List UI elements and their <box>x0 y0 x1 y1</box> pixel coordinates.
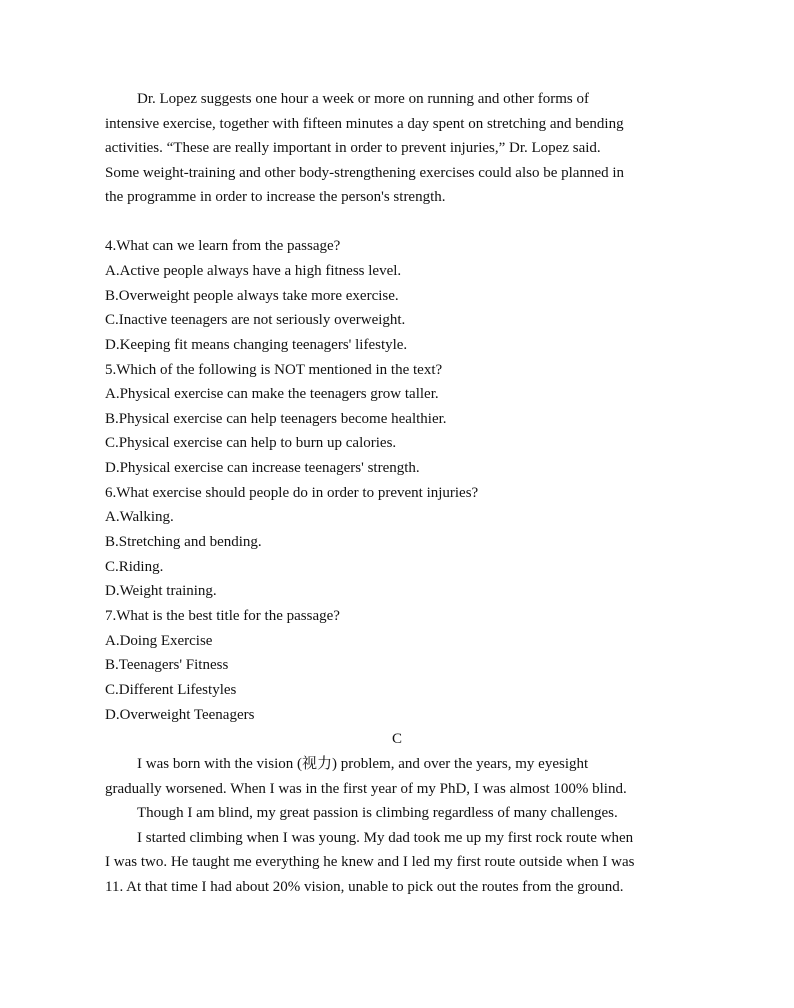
question-5-option-b: B.Physical exercise can help teenagers become healthier. <box>105 411 447 427</box>
question-5-option-d: D.Physical exercise can increase teenagers' strength. <box>105 460 420 476</box>
paragraph-line: 11. At that time I had about 20% vision, unable to pick out the routes from the ground. <box>105 879 624 895</box>
question-4-option-a: A.Active people always have a high fitness level. <box>105 263 402 279</box>
question-4-option-c: C.Inactive teenagers are not seriously overweight. <box>105 312 406 328</box>
paragraph-line: Dr. Lopez suggests one hour a week or more on running and other forms of <box>137 91 589 107</box>
question-4-option-d: D.Keeping fit means changing teenagers' lifestyle. <box>105 337 408 353</box>
question-6-option-d: D.Weight training. <box>105 583 217 599</box>
paragraph-line: I was born with the vision (视力) problem, and over the years, my eyesight <box>137 756 589 772</box>
paragraph-line: activities. “These are really important in order to prevent injuries,” Dr. Lopez said. <box>105 140 601 156</box>
question-4-option-b: B.Overweight people always take more exercise. <box>105 288 399 304</box>
question-6-option-c: C.Riding. <box>105 559 164 575</box>
paragraph-line: the programme in order to increase the person's strength. <box>105 189 446 205</box>
paragraph-line: gradually worsened. When I was in the first year of my PhD, I was almost 100% blind. <box>105 781 627 797</box>
question-7-option-c: C.Different Lifestyles <box>105 682 237 698</box>
question-6-option-b: B.Stretching and bending. <box>105 534 262 550</box>
paragraph-line: Though I am blind, my great passion is climbing regardless of many challenges. <box>137 805 618 821</box>
question-6-option-a: A.Walking. <box>105 509 174 525</box>
question-4-stem: 4.What can we learn from the passage? <box>105 238 341 254</box>
question-7-stem: 7.What is the best title for the passage? <box>105 608 340 624</box>
section-heading: C <box>391 731 402 747</box>
paragraph-line: I started climbing when I was young. My dad took me up my first rock route when <box>137 830 634 846</box>
question-5-option-a: A.Physical exercise can make the teenagers grow taller. <box>105 386 439 402</box>
question-6-stem: 6.What exercise should people do in order to prevent injuries? <box>105 485 479 501</box>
paragraph-line: Some weight-training and other body-strengthening exercises could also be planned in <box>105 165 625 181</box>
question-7-option-d: D.Overweight Teenagers <box>105 707 255 723</box>
paragraph-line: I was two. He taught me everything he knew and I led my first route outside when I was <box>105 854 635 870</box>
question-7-option-b: B.Teenagers' Fitness <box>105 657 229 673</box>
question-5-stem: 5.Which of the following is NOT mentioned in the text? <box>105 362 443 378</box>
question-7-option-a: A.Doing Exercise <box>105 633 213 649</box>
paragraph-line: intensive exercise, together with fifteen minutes a day spent on stretching and bending <box>105 116 624 132</box>
question-5-option-c: C.Physical exercise can help to burn up calories. <box>105 435 397 451</box>
